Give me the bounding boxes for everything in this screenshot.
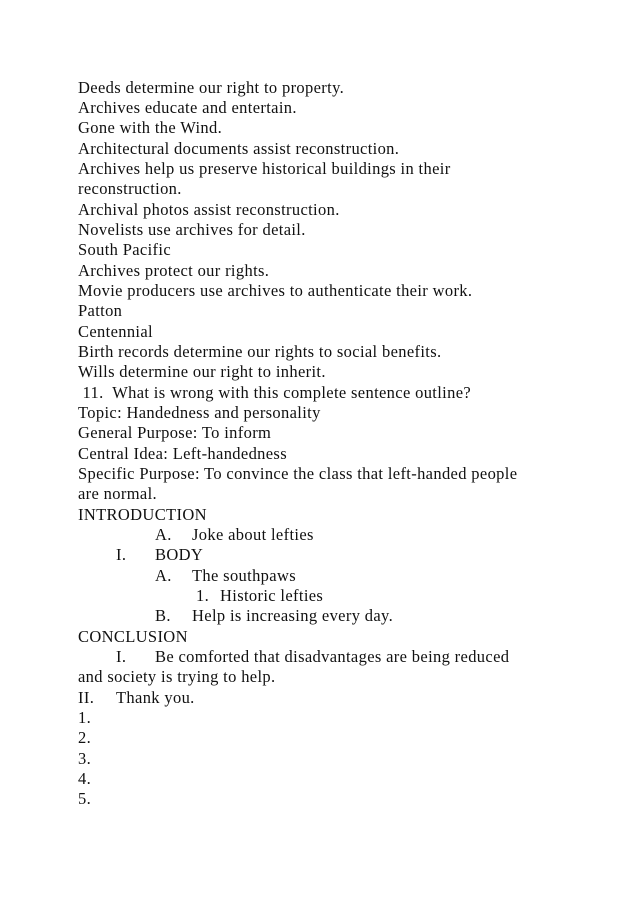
- outline-text: Joke about lefties: [192, 525, 314, 544]
- outline-item-body: [0, 545, 638, 565]
- text-line: South Pacific: [78, 240, 171, 259]
- specific-purpose-line: Specific Purpose: To convince the class that left-handed people: [78, 464, 518, 483]
- topic-line: Topic: Handedness and personality: [78, 403, 321, 422]
- outline-item-intro-a: [0, 525, 638, 545]
- central-idea-line: Central Idea: Left-handedness: [78, 444, 287, 463]
- text-line: Wills determine our right to inherit.: [78, 362, 326, 381]
- outline-text: The southpaws: [192, 566, 296, 585]
- outline-text: Be comforted that disadvantages are being reduced: [155, 647, 510, 666]
- outline-label: A.: [155, 525, 172, 544]
- outline-item-conclusion-ii: [0, 688, 638, 708]
- text-line: Birth records determine our rights to social benefits.: [78, 342, 442, 361]
- outline-label: II.: [78, 688, 95, 707]
- numbered-blank: 5.: [78, 789, 92, 808]
- outline-label: I.: [116, 647, 127, 666]
- outline-item-body-b: [0, 606, 638, 626]
- outline-text: Thank you.: [116, 688, 195, 707]
- outline-text: Help is increasing every day.: [192, 606, 394, 625]
- text-line: reconstruction.: [78, 179, 182, 198]
- introduction-heading: INTRODUCTION: [78, 505, 207, 524]
- text-line: Archival photos assist reconstruction.: [78, 200, 340, 219]
- question-line: 11. What is wrong with this complete sentence outline?: [78, 383, 472, 402]
- numbered-blank: 4.: [78, 769, 92, 788]
- outline-text: Historic lefties: [220, 586, 324, 605]
- outline-label: A.: [155, 566, 172, 585]
- general-purpose-line: General Purpose: To inform: [78, 423, 272, 442]
- text-line: Archives educate and entertain.: [78, 98, 297, 117]
- text-line: Architectural documents assist reconstruction.: [78, 139, 400, 158]
- outline-label: B.: [155, 606, 171, 625]
- numbered-blank: 1.: [78, 708, 92, 727]
- text-line: Centennial: [78, 322, 153, 341]
- text-line: Archives protect our rights.: [78, 261, 270, 280]
- text-line: Deeds determine our right to property.: [78, 78, 345, 97]
- conclusion-heading: CONCLUSION: [78, 627, 188, 646]
- outline-item-body-a1: [0, 586, 638, 606]
- text-line: Patton: [78, 301, 123, 320]
- outline-text: BODY: [155, 545, 204, 564]
- text-line: Novelists use archives for detail.: [78, 220, 306, 239]
- text-line: Archives help us preserve historical buildings in their: [78, 159, 451, 178]
- outline-label: I.: [116, 545, 127, 564]
- text-line: Movie producers use archives to authenticate their work.: [78, 281, 473, 300]
- outline-item-conclusion-i: [0, 647, 638, 667]
- outline-label: 1.: [196, 586, 210, 605]
- outline-text-cont: and society is trying to help.: [78, 667, 276, 686]
- text-line: Gone with the Wind.: [78, 118, 223, 137]
- specific-purpose-line-cont: are normal.: [78, 484, 157, 503]
- outline-item-body-a: [0, 566, 638, 586]
- numbered-blank: 2.: [78, 728, 92, 747]
- numbered-blank: 3.: [78, 749, 92, 768]
